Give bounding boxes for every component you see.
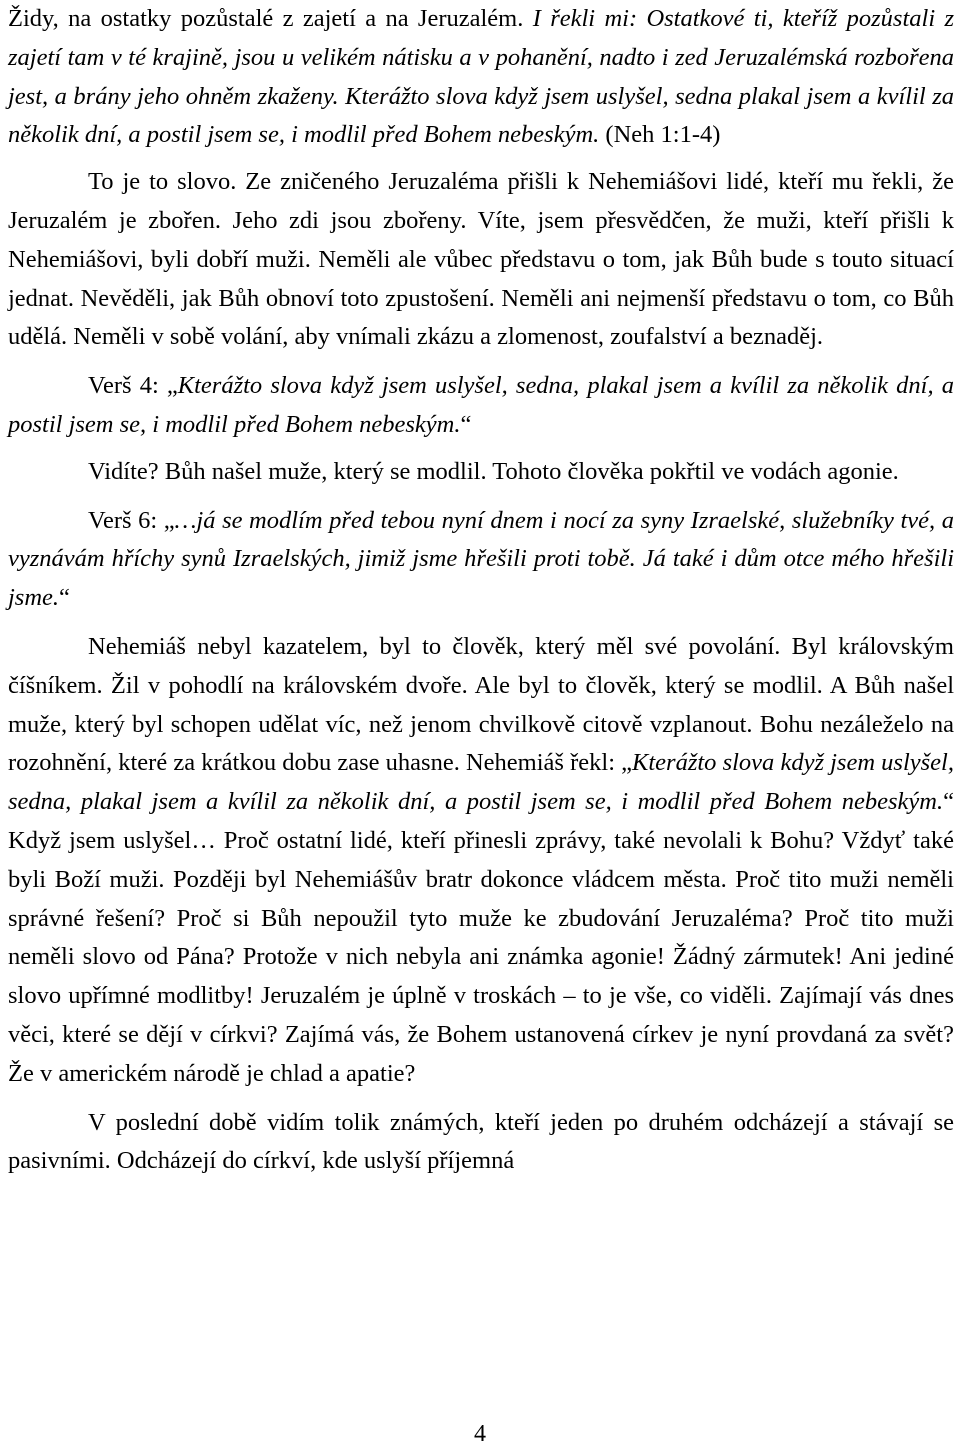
verse-label: Verš 6: „: [88, 506, 175, 534]
scripture-reference: (Neh 1:1-4): [599, 121, 721, 149]
paragraph-body: [8, 628, 954, 1094]
paragraph-body: Vidíte? Bůh našel muže, který se modlil. Tohoto člověka pokřtil ve vodách agonie.: [88, 457, 899, 485]
paragraph-verse-6: [8, 502, 954, 618]
quoted-scripture: I řekli mi: Ostatkové ti, kteříž pozůstali z zajetí tam v té krajině, jsou u velikém nátisku a v pohanění, nadto i zed Jeruzalémská rozbořena jest, a brány jeho ohněm zkaženy. Kterážto slova když jsem uslyšel, sedna plakal jsem a kvílil za několik dní, a postil jsem se, i modlil před Bohem nebeským.: [8, 5, 955, 149]
document-page: [8, 0, 954, 1181]
quoted-scripture: Kterážto slova když jsem uslyšel, sedna, plakal jsem a kvílil za několik dní, a postil jsem se, i modlil před Bohem nebeským.: [8, 372, 954, 438]
paragraph-text: Židy, na ostatky pozůstalé z zajetí a na Jeruzalém.: [8, 5, 533, 32]
paragraph-scripture-quote: [8, 0, 954, 155]
closing-quote: “: [59, 584, 70, 612]
page-number: 4: [474, 1421, 486, 1447]
paragraph-body: To je to slovo. Ze zničeného Jeruzaléma přišli k Nehemiášovi lidé, kteří mu řekli, že Jeruzalém je zbořen. Jeho zdi jsou zbořeny. Víte, jsem přesvědčen, že muži, kteří přišli k Nehemiášovi, byli dobří muži. Neměli ale vůbec představu o tom, jak Bůh bude s touto situací jednat. Nevěděli, jak Bůh obnoví toto zpustošení. Neměli ani nejmenší představu o tom, co Bůh udělá. Neměli v sobě volání, aby vnímali zkázu a zlomenost, zoufalství a beznaděj.: [8, 168, 954, 351]
paragraph-body: V poslední době vidím tolik známých, kteří jeden po druhém odcházejí a stávají se pasivními. Odcházejí do církví, kde uslyší příjemná: [8, 1108, 954, 1175]
quoted-scripture: Kterážto slova když jsem uslyšel, sedna, plakal jsem a kvílil za několik dní, a postil jsem se, i modlil před Bohem nebeským.: [8, 749, 954, 816]
closing-quote: “: [460, 410, 472, 438]
paragraph-verse-4: [8, 367, 954, 445]
verse-label: Verš 4: „: [88, 372, 178, 400]
quoted-scripture: …já se modlím před tebou nyní dnem i nocí za syny Izraelské, služebníky tvé, a vyznávám hříchy synů Izraelských, jimiž jsme hřešili proti tobě. Já také i dům otce mého hřešili jsme.: [8, 506, 954, 612]
paragraph-text: Nehemiáš nebyl kazatelem, byl to člověk, který měl své povolání. Byl královským číšníkem. Žil v pohodlí na královském dvoře. Ale byl to člověk, který se modlil. A Bůh našel muže, který byl schopen udělat víc, než jenom chvilkově citově vzplanout. Bohu nezáleželo na rozohnění, které za krátkou dobu zase uhasne. Nehemiáš řekl: „: [8, 632, 954, 777]
paragraph-text: “ Když jsem uslyšel… Proč ostatní lidé, kteří přinesli zprávy, také nevolali k Bohu? Vždyť také byli Boží muži. Později byl Nehemiášův bratr dokonce vládcem města. Proč tito muži neměli správné řešení? Proč si Bůh nepoužil tyto muže ke zbudování Jeruzaléma? Proč tito muži neměli slovo od Pána? Protože v nich nebyla ani známka agonie! Žádný zármutek! Ani jediné slovo upřímné modlitby! Jeruzalém je úplně v troskách – to je vše, co viděli. Zajímají vás dnes věci, které se dějí v církvi? Zajímá vás, že Bohem ustanovená církev je nyní provdaná za svět? Že v americkém národě je chlad a apatie?: [8, 788, 954, 1087]
